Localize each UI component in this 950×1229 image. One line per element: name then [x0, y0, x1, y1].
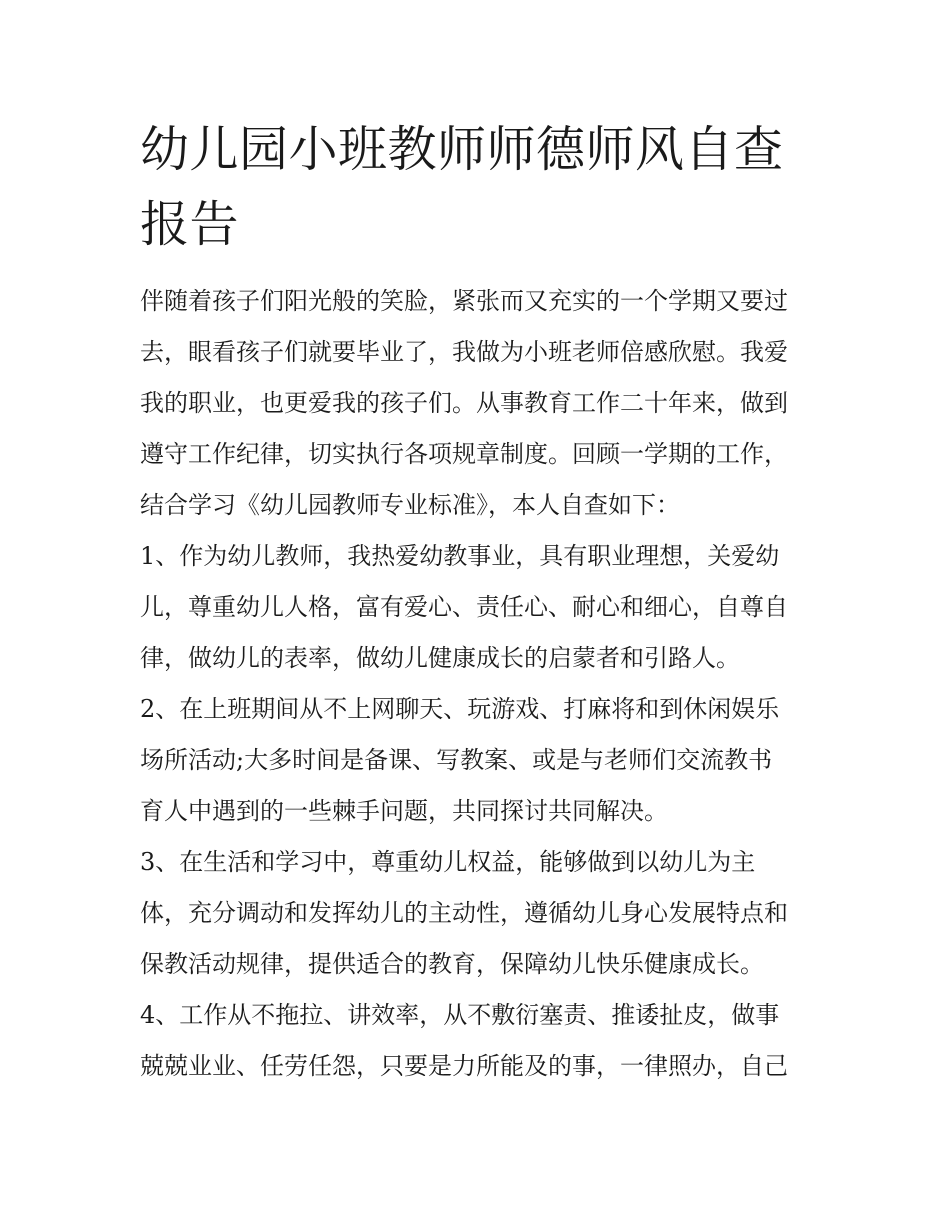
- body-line: 去，眼看孩子们就要毕业了，我做为小班老师倍感欣慰。我爱: [140, 338, 788, 366]
- body-line: 2、在上班期间从不上网聊天、玩游戏、打麻将和到休闲娱乐: [140, 695, 780, 723]
- document-body: [140, 276, 816, 1092]
- title-line: 幼儿园小班教师师德师风自查: [140, 121, 784, 178]
- body-line: 伴随着孩子们阳光般的笑脸，紧张而又充实的一个学期又要过: [140, 287, 788, 315]
- body-line: 兢兢业业、任劳任怨，只要是力所能及的事，一律照办，自己: [140, 1052, 788, 1080]
- body-line: 结合学习《幼儿园教师专业标准》，本人自查如下：: [140, 491, 680, 519]
- body-line: 保教活动规律，提供适合的教育，保障幼儿快乐健康成长。: [140, 950, 764, 978]
- body-line: 3、在生活和学习中，尊重幼儿权益，能够做到以幼儿为主: [140, 848, 756, 876]
- body-line: 儿，尊重幼儿人格，富有爱心、责任心、耐心和细心，自尊自: [140, 593, 788, 621]
- body-line: 1、作为幼儿教师，我热爱幼教事业，具有职业理想，关爱幼: [140, 542, 780, 570]
- body-line: 律，做幼儿的表率，做幼儿健康成长的启蒙者和引路人。: [140, 644, 740, 672]
- body-line: 育人中遇到的一些棘手问题，共同探讨共同解决。: [140, 797, 668, 825]
- body-line: 4、工作从不拖拉、讲效率，从不敷衍塞责、推诿扯皮，做事: [140, 1001, 780, 1029]
- body-line: 场所活动;大多时间是备课、写教案、或是与老师们交流教书: [140, 746, 773, 774]
- body-line: 我的职业，也更爱我的孩子们。从事教育工作二十年来，做到: [140, 389, 788, 417]
- document-title: [140, 112, 830, 262]
- body-line: 体，充分调动和发挥幼儿的主动性，遵循幼儿身心发展特点和: [140, 899, 788, 927]
- body-line: 遵守工作纪律，切实执行各项规章制度。回顾一学期的工作，: [140, 440, 788, 468]
- title-line: 报告: [140, 196, 240, 253]
